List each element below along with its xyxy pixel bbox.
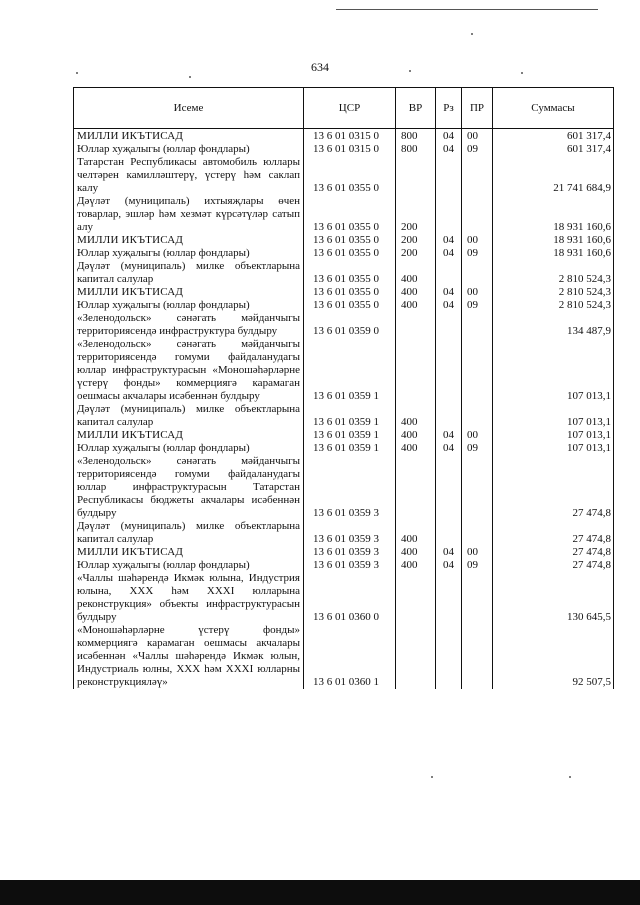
row-code: 13 6 01 0359 0 <box>304 312 396 338</box>
row-amount: 27 474,8 <box>493 546 614 559</box>
row-code: 13 6 01 0360 1 <box>304 624 396 689</box>
row-rz <box>436 338 462 403</box>
table-body <box>74 129 614 690</box>
row-pr <box>462 520 493 546</box>
row-name: «Зеленодольск» сәнәгать мәйданчыгы территориясендә гомуми файдаланудагы юллар инфраструктурасын Татарстан Республикасы бюджеты акчалары исәбеннән булдыру <box>74 455 304 520</box>
scan-speck <box>569 776 571 778</box>
row-pr <box>462 195 493 234</box>
row-rz <box>436 260 462 286</box>
table-row <box>74 129 614 144</box>
row-vr: 400 <box>396 286 436 299</box>
row-pr <box>462 455 493 520</box>
row-amount: 2 810 524,3 <box>493 299 614 312</box>
row-name: Татарстан Республикасы автомобиль юллары челтәрен камилләштерү, үстерү һәм саклап калу <box>74 156 304 195</box>
row-amount: 27 474,8 <box>493 559 614 572</box>
table-row <box>74 260 614 286</box>
row-pr <box>462 403 493 429</box>
row-vr <box>396 455 436 520</box>
row-amount: 2 810 524,3 <box>493 260 614 286</box>
header-amount: Суммасы <box>493 88 614 129</box>
row-rz: 04 <box>436 286 462 299</box>
row-vr <box>396 312 436 338</box>
row-name: МИЛЛИ ИКЪТИСАД <box>74 546 304 559</box>
row-amount: 107 013,1 <box>493 442 614 455</box>
table-row <box>74 286 614 299</box>
row-amount: 601 317,4 <box>493 143 614 156</box>
row-amount: 130 645,5 <box>493 572 614 624</box>
row-pr <box>462 572 493 624</box>
row-name: Юллар хуҗалыгы (юллар фондлары) <box>74 442 304 455</box>
row-rz: 04 <box>436 299 462 312</box>
row-pr <box>462 156 493 195</box>
row-amount: 21 741 684,9 <box>493 156 614 195</box>
scan-speck <box>189 76 191 78</box>
row-vr: 200 <box>396 234 436 247</box>
row-code: 13 6 01 0359 1 <box>304 429 396 442</box>
row-vr: 400 <box>396 442 436 455</box>
table-row <box>74 624 614 689</box>
row-code: 13 6 01 0359 3 <box>304 455 396 520</box>
table-row <box>74 455 614 520</box>
row-rz <box>436 195 462 234</box>
row-amount: 134 487,9 <box>493 312 614 338</box>
row-amount: 601 317,4 <box>493 129 614 144</box>
row-rz: 04 <box>436 559 462 572</box>
row-rz <box>436 624 462 689</box>
row-rz: 04 <box>436 247 462 260</box>
row-amount: 18 931 160,6 <box>493 195 614 234</box>
row-amount: 107 013,1 <box>493 403 614 429</box>
row-amount: 107 013,1 <box>493 338 614 403</box>
row-code: 13 6 01 0355 0 <box>304 156 396 195</box>
row-pr <box>462 260 493 286</box>
scan-top-rule <box>336 9 598 10</box>
row-amount: 2 810 524,3 <box>493 286 614 299</box>
table-row <box>74 572 614 624</box>
row-vr <box>396 338 436 403</box>
row-amount: 27 474,8 <box>493 455 614 520</box>
row-rz: 04 <box>436 429 462 442</box>
row-name: «Чаллы шәһәрендә Икмәк юлына, Индустрия юлына, XXX һәм XXXI юлларына реконструкция» объекты инфраструктурасын булдыру <box>74 572 304 624</box>
row-code: 13 6 01 0355 0 <box>304 299 396 312</box>
table-row <box>74 403 614 429</box>
row-pr <box>462 338 493 403</box>
row-vr <box>396 572 436 624</box>
table-row <box>74 312 614 338</box>
row-pr: 09 <box>462 247 493 260</box>
table-row <box>74 546 614 559</box>
row-pr: 00 <box>462 546 493 559</box>
table-row <box>74 442 614 455</box>
table-row <box>74 429 614 442</box>
row-name: МИЛЛИ ИКЪТИСАД <box>74 234 304 247</box>
table-row <box>74 520 614 546</box>
row-pr: 00 <box>462 234 493 247</box>
row-pr: 09 <box>462 442 493 455</box>
row-vr: 800 <box>396 129 436 144</box>
header-rz: Рз <box>436 88 462 129</box>
table-row <box>74 338 614 403</box>
table-row <box>74 143 614 156</box>
row-code: 13 6 01 0355 0 <box>304 260 396 286</box>
row-pr <box>462 624 493 689</box>
row-name: «Моношәһәрләрне үстерү фонды» коммерциягә карамаган оешмасы акчалары исәбеннән «Чаллы шәһәрендә Икмәк юлын, Индустриаль юлны, XXX һәм XXXI юлларны реконструкцияләү» <box>74 624 304 689</box>
row-rz <box>436 156 462 195</box>
row-name: «Зеленодольск» сәнәгать мәйданчыгы территориясендә гомуми файдаланудагы юллар инфраструктурасын «Моношәһәрләрне үстерү фонды» коммерциягә карамаган оешмасы акчалары исәбеннән булдыру <box>74 338 304 403</box>
row-vr: 400 <box>396 559 436 572</box>
row-vr: 200 <box>396 247 436 260</box>
row-rz: 04 <box>436 129 462 144</box>
row-name: «Зеленодольск» сәнәгать мәйданчыгы территориясендә инфраструктура булдыру <box>74 312 304 338</box>
row-code: 13 6 01 0355 0 <box>304 286 396 299</box>
table-row <box>74 195 614 234</box>
row-amount: 27 474,8 <box>493 520 614 546</box>
row-code: 13 6 01 0359 3 <box>304 559 396 572</box>
table-header-row <box>74 88 614 129</box>
row-vr: 400 <box>396 429 436 442</box>
scan-bottom-band <box>0 880 640 905</box>
row-code: 13 6 01 0359 1 <box>304 403 396 429</box>
row-rz <box>436 312 462 338</box>
row-pr: 09 <box>462 559 493 572</box>
row-vr: 400 <box>396 520 436 546</box>
row-code: 13 6 01 0359 1 <box>304 442 396 455</box>
table-row <box>74 299 614 312</box>
header-code: ЦСР <box>304 88 396 129</box>
row-pr: 09 <box>462 299 493 312</box>
row-vr: 800 <box>396 143 436 156</box>
row-vr <box>396 156 436 195</box>
row-code: 13 6 01 0355 0 <box>304 247 396 260</box>
table-row <box>74 156 614 195</box>
table-row <box>74 559 614 572</box>
row-code: 13 6 01 0315 0 <box>304 143 396 156</box>
row-name: Дәүләт (муниципаль) милке объектларына капитал салулар <box>74 520 304 546</box>
row-name: Дәүләт (муниципаль) милке объектларына капитал салулар <box>74 260 304 286</box>
row-vr: 400 <box>396 299 436 312</box>
row-name: Юллар хуҗалыгы (юллар фондлары) <box>74 559 304 572</box>
row-vr: 400 <box>396 546 436 559</box>
row-name: МИЛЛИ ИКЪТИСАД <box>74 286 304 299</box>
row-rz <box>436 403 462 429</box>
row-pr: 00 <box>462 429 493 442</box>
row-vr: 200 <box>396 195 436 234</box>
row-code: 13 6 01 0360 0 <box>304 572 396 624</box>
row-amount: 107 013,1 <box>493 429 614 442</box>
row-name: Юллар хуҗалыгы (юллар фондлары) <box>74 143 304 156</box>
row-vr: 400 <box>396 403 436 429</box>
table-row <box>74 247 614 260</box>
header-name: Исеме <box>74 88 304 129</box>
row-rz: 04 <box>436 234 462 247</box>
scan-speck <box>471 33 473 35</box>
row-code: 13 6 01 0315 0 <box>304 129 396 144</box>
row-name: МИЛЛИ ИКЪТИСАД <box>74 129 304 144</box>
row-pr <box>462 312 493 338</box>
row-amount: 18 931 160,6 <box>493 247 614 260</box>
row-code: 13 6 01 0359 3 <box>304 520 396 546</box>
page-number: 634 <box>311 60 329 74</box>
header-vr: ВР <box>396 88 436 129</box>
row-code: 13 6 01 0359 1 <box>304 338 396 403</box>
row-name: Дәүләт (муниципаль) милке объектларына капитал салулар <box>74 403 304 429</box>
row-amount: 18 931 160,6 <box>493 234 614 247</box>
row-pr: 00 <box>462 129 493 144</box>
row-rz: 04 <box>436 546 462 559</box>
row-amount: 92 507,5 <box>493 624 614 689</box>
row-rz <box>436 455 462 520</box>
row-rz: 04 <box>436 442 462 455</box>
row-code: 13 6 01 0359 3 <box>304 546 396 559</box>
row-name: Юллар хуҗалыгы (юллар фондлары) <box>74 299 304 312</box>
budget-table <box>73 87 614 689</box>
table-row <box>74 234 614 247</box>
row-name: Юллар хуҗалыгы (юллар фондлары) <box>74 247 304 260</box>
row-code: 13 6 01 0355 0 <box>304 195 396 234</box>
row-pr: 09 <box>462 143 493 156</box>
scan-speck <box>431 776 433 778</box>
row-vr: 400 <box>396 260 436 286</box>
row-name: МИЛЛИ ИКЪТИСАД <box>74 429 304 442</box>
row-rz: 04 <box>436 143 462 156</box>
row-vr <box>396 624 436 689</box>
header-pr: ПР <box>462 88 493 129</box>
row-pr: 00 <box>462 286 493 299</box>
row-code: 13 6 01 0355 0 <box>304 234 396 247</box>
row-rz <box>436 572 462 624</box>
row-rz <box>436 520 462 546</box>
row-name: Дәүләт (муниципаль) ихтыяҗлары өчен товарлар, эшләр һәм хезмәт күрсәтүләр сатып алу <box>74 195 304 234</box>
